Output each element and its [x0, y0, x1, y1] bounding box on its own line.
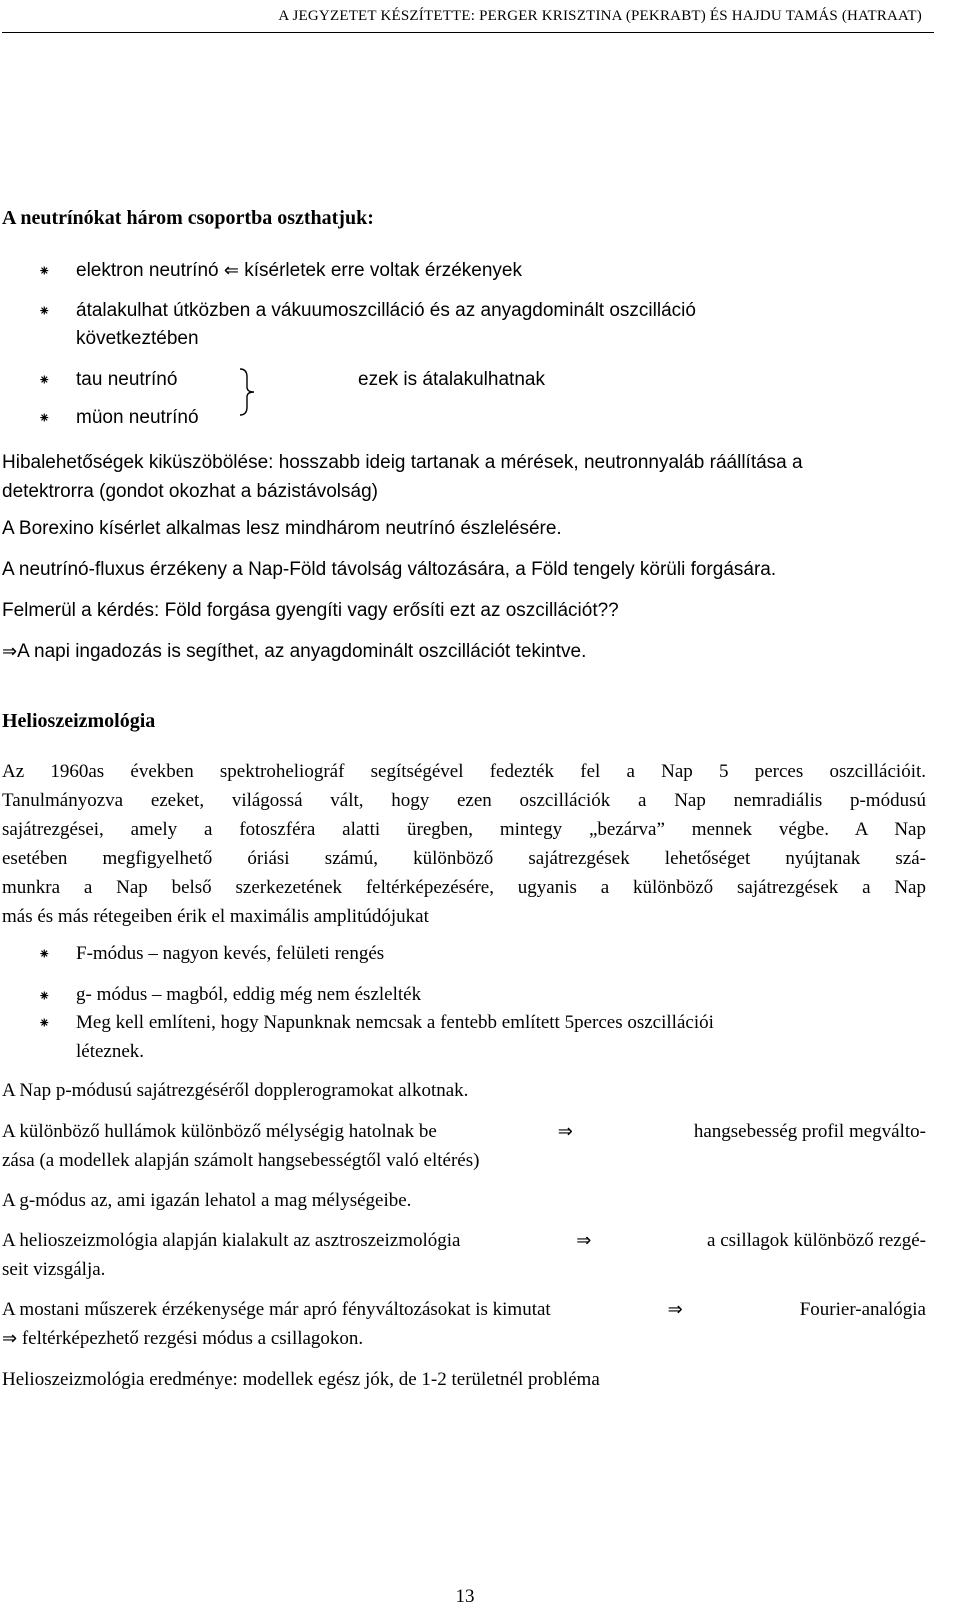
helio-intro-line: Az 1960as években spektroheliográf segítségével fedezték fel a Nap 5 perces oszcillációit.: [2, 761, 926, 782]
implies-arrow-icon: ⇒: [557, 1121, 573, 1142]
bullet-star-icon: ⁕: [38, 373, 51, 389]
bullet-f-mode: F-módus – nagyon kevés, felületi rengés: [76, 943, 385, 964]
page-header: A JEGYZETET KÉSZÍTETTE: PERGER KRISZTINA (PEKRABT) ÉS HAJDU TAMÁS (HATRAAT): [278, 8, 922, 24]
neutrino-heading: A neutrínókat három csoportba oszthatjuk:: [2, 207, 374, 229]
bullet-electron-neutrino: elektron neutrínó ⇐ kísérletek erre voltak érzékenyek: [76, 260, 522, 281]
curly-brace-icon: [238, 367, 256, 417]
instruments-line2: ⇒ feltérképezhető rezgési módus a csillagokon.: [2, 1328, 364, 1349]
helio-intro-line: sajátrezgései, amely a fotoszféra alatti üregben, mintegy „bezárva” mennek végbe. A Nap: [2, 819, 926, 840]
helio-intro-line: esetében megfigyelhető óriási számú, különböző sajátrezgések lehetőséget nyújtanak szá-: [2, 848, 926, 869]
bullet-transform-line1: átalakulhat útközben a vákuumoszcilláció és az anyagdominált oszcilláció: [76, 300, 696, 321]
implies-arrow-icon: ⇒: [2, 641, 18, 662]
implies-arrow-icon: ⇒: [2, 1328, 18, 1349]
bullet-star-icon: ⁕: [38, 264, 51, 280]
gmode-paragraph: A g-módus az, ami igazán lehatol a mag mélységeibe.: [2, 1190, 412, 1211]
arrow-left-icon: ⇐: [223, 260, 239, 281]
bullet-note-line1: Meg kell említeni, hogy Napunknak nemcsak a fentebb említett 5perces oszcillációi: [76, 1012, 714, 1033]
helio-intro-line: munkra a Nap belső szerkezetének feltérképezésére, ugyanis a különböző sajátrezgések a Nap: [2, 877, 926, 898]
doppler-paragraph: A Nap p-módusú sajátrezgéséről dopplerogramokat alkotnak.: [2, 1080, 469, 1101]
bullet-star-icon: ⁕: [38, 411, 51, 427]
daily-variation-paragraph: ⇒A napi ingadozás is segíthet, az anyagdominált oszcillációt tekintve.: [2, 641, 587, 662]
implies-arrow-icon: ⇒: [576, 1230, 592, 1251]
question-paragraph: Felmerül a kérdés: Föld forgása gyengíti vagy erősíti ezt az oszcillációt??: [2, 600, 619, 621]
helio-heading: Helioszeizmológia: [2, 710, 156, 732]
implies-arrow-icon: ⇒: [667, 1299, 683, 1320]
bullet-muon-neutrino: müon neutrínó: [76, 407, 199, 428]
waves-line1: A különböző hullámok különböző mélységig hatolnak be ⇒ hangsebesség profil megválto-: [2, 1121, 926, 1142]
astro-line2: seit vizsgálja.: [2, 1259, 106, 1280]
waves-line2: zása (a modellek alapján számolt hangsebességtől való eltérés): [2, 1150, 480, 1171]
bullet-tau-neutrino: tau neutrínó: [76, 369, 178, 390]
bullet-star-icon: ⁕: [38, 989, 51, 1005]
header-rule: [2, 32, 934, 33]
bullet-star-icon: ⁕: [38, 304, 51, 320]
flux-paragraph: A neutrínó-fluxus érzékeny a Nap-Föld távolság változására, a Föld tengely körüli forgására.: [2, 559, 777, 580]
bullet-star-icon: ⁕: [38, 947, 51, 963]
brace-note: ezek is átalakulhatnak: [358, 369, 545, 390]
bullet-transform-line2: következtében: [76, 328, 199, 349]
error-sources-line2: detektrorra (gondot okozhat a bázistávolság): [2, 481, 378, 502]
bullet-star-icon: ⁕: [38, 1016, 51, 1032]
helio-intro-paragraph: [2, 757, 926, 931]
result-paragraph: Helioszeizmológia eredménye: modellek egész jók, de 1-2 területnél probléma: [2, 1369, 600, 1390]
bullet-note-line2: léteznek.: [76, 1041, 145, 1062]
instruments-line1: A mostani műszerek érzékenysége már apró fényváltozásokat is kimutat ⇒ Fourier-analógia: [2, 1299, 926, 1320]
borexino-paragraph: A Borexino kísérlet alkalmas lesz mindhárom neutrínó észlelésére.: [2, 518, 562, 539]
helio-intro-line: más és más rétegeiben érik el maximális amplitúdójukat: [2, 906, 429, 927]
error-sources-line1: Hibalehetőségek kiküszöbölése: hosszabb ideig tartanak a mérések, neutronnyaláb ráállítása a: [2, 452, 803, 473]
page-number: 13: [455, 1586, 475, 1607]
helio-intro-line: Tanulmányozva ezeket, világossá vált, hogy ezen oszcillációk a Nap nemradiális p-módusú: [2, 790, 926, 811]
astro-line1: A helioszeizmológia alapján kialakult az asztroszeizmológia ⇒ a csillagok különböző rezgé-: [2, 1230, 926, 1251]
bullet-g-mode: g- módus – magból, eddig még nem észlelték: [76, 984, 422, 1005]
